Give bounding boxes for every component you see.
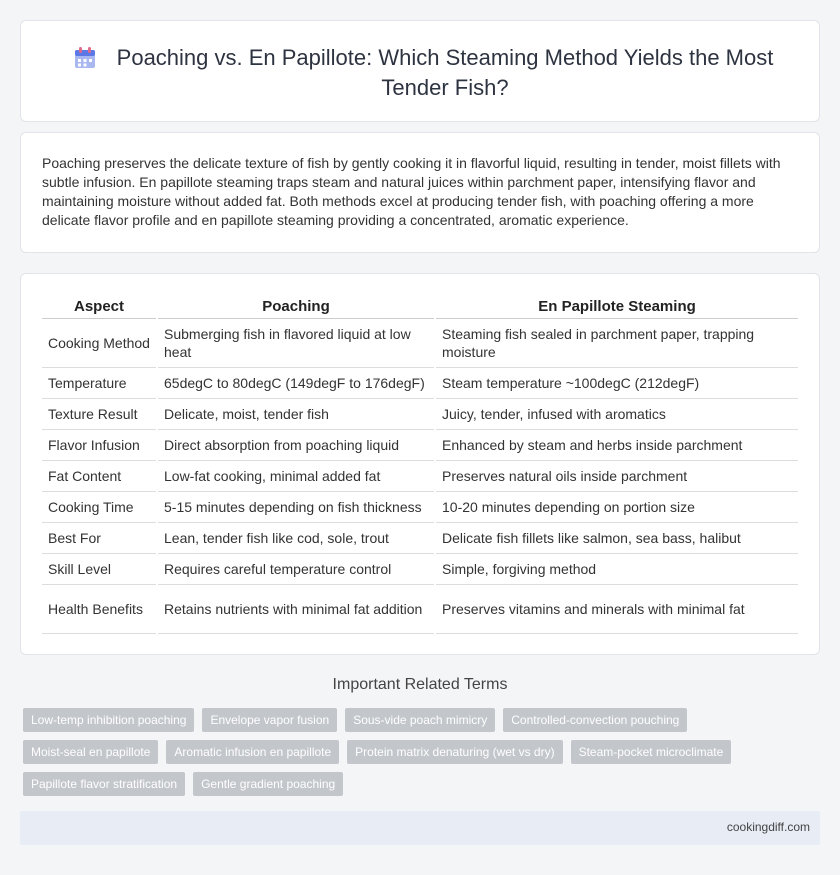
term-tag[interactable]: Low-temp inhibition poaching — [23, 708, 194, 732]
intro-text: Poaching preserves the delicate texture of fish by gently cooking it in flavorful liquid, resulting in tender, moist fillets with subtle infusion. En papillote steaming traps steam and natural juices within parchment paper, intensifying flavor and maintaining moisture without added fat. Both methods excel at producing tender fish, with poaching offering a more delicate flavor profile and en papillote steaming providing a concentrated, aromatic experience. — [42, 155, 781, 228]
header-aspect: Aspect — [42, 296, 157, 318]
table-cell: Lean, tender fish like cod, sole, trout — [157, 522, 435, 553]
term-tag[interactable]: Gentle gradient poaching — [193, 772, 343, 796]
tag-row — [23, 740, 823, 764]
intro-card — [20, 132, 820, 253]
table-row — [42, 584, 798, 633]
table-cell: Requires careful temperature control — [157, 553, 435, 584]
footer — [20, 811, 820, 845]
title-card — [20, 20, 820, 122]
table-cell: 10-20 minutes depending on portion size — [435, 491, 798, 522]
table-row — [42, 318, 798, 367]
table-row — [42, 367, 798, 398]
table-cell: Retains nutrients with minimal fat addition — [157, 584, 435, 633]
table-row — [42, 522, 798, 553]
table-cell: 5-15 minutes depending on fish thickness — [157, 491, 435, 522]
table-cell: Preserves vitamins and minerals with minimal fat — [435, 584, 798, 633]
term-tag[interactable]: Papillote flavor stratification — [23, 772, 185, 796]
table-cell: Simple, forgiving method — [435, 553, 798, 584]
table-cell: Temperature — [42, 367, 157, 398]
tag-row — [23, 708, 823, 732]
table-row — [42, 429, 798, 460]
term-tag[interactable]: Moist-seal en papillote — [23, 740, 158, 764]
term-tag[interactable]: Envelope vapor fusion — [202, 708, 337, 732]
header-en-papillote: En Papillote Steaming — [435, 296, 798, 318]
table-cell: Preserves natural oils inside parchment — [435, 460, 798, 491]
table-cell: Texture Result — [42, 398, 157, 429]
table-cell: Steaming fish sealed in parchment paper, trapping moisture — [435, 318, 798, 367]
table-cell: 65degC to 80degC (149degF to 176degF) — [157, 367, 435, 398]
term-tag[interactable]: Sous-vide poach mimicry — [345, 708, 495, 732]
term-tag[interactable]: Protein matrix denaturing (wet vs dry) — [347, 740, 562, 764]
related-terms-tags — [23, 708, 823, 804]
table-cell: Low-fat cooking, minimal added fat — [157, 460, 435, 491]
table-cell: Submerging fish in flavored liquid at low heat — [157, 318, 435, 367]
table-header-row — [42, 296, 798, 318]
table-cell: Flavor Infusion — [42, 429, 157, 460]
table-cell: Cooking Time — [42, 491, 157, 522]
table-cell: Juicy, tender, infused with aromatics — [435, 398, 798, 429]
table-cell: Cooking Method — [42, 318, 157, 367]
comparison-card — [20, 273, 820, 655]
table-cell: Health Benefits — [42, 584, 157, 633]
related-terms-title: Important Related Terms — [332, 676, 508, 693]
page-title: Poaching vs. En Papillote: Which Steaming Method Yields the Most Tender Fish? — [116, 45, 774, 100]
table-row — [42, 491, 798, 522]
header-poaching: Poaching — [157, 296, 435, 318]
table-cell: Direct absorption from poaching liquid — [157, 429, 435, 460]
table-cell: Best For — [42, 522, 157, 553]
table-cell: Skill Level — [42, 553, 157, 584]
table-cell: Delicate, moist, tender fish — [157, 398, 435, 429]
term-tag[interactable]: Steam-pocket microclimate — [571, 740, 732, 764]
table-row — [42, 398, 798, 429]
tag-row — [23, 772, 823, 796]
table-cell: Delicate fish fillets like salmon, sea bass, halibut — [435, 522, 798, 553]
term-tag[interactable]: Controlled-convection pouching — [503, 708, 687, 732]
footer-site-link[interactable]: cookingdiff.com — [726, 820, 810, 834]
table-cell: Steam temperature ~100degC (212degF) — [435, 367, 798, 398]
table-row — [42, 460, 798, 491]
term-tag[interactable]: Aromatic infusion en papillote — [166, 740, 339, 764]
table-row — [42, 553, 798, 584]
table-cell: Enhanced by steam and herbs inside parchment — [435, 429, 798, 460]
comparison-table — [42, 296, 798, 634]
table-cell: Fat Content — [42, 460, 157, 491]
